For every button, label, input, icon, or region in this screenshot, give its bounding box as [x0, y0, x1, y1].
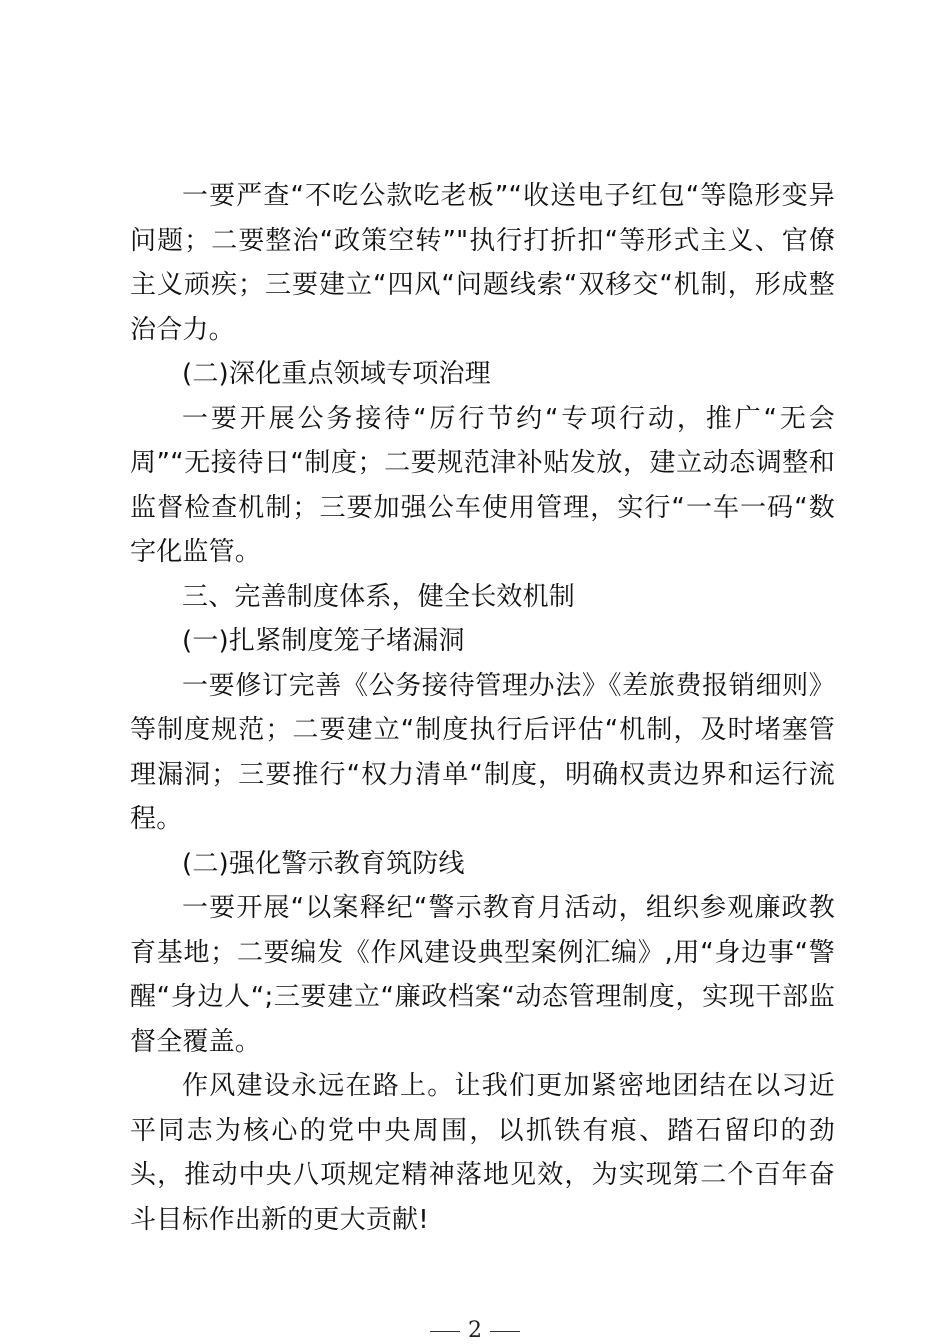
- paragraph-4: 一要开展“以案释纪“警示教育月活动，组织参观廉政教育基地；二要编发《作风建设典型案例汇编》,用“身边事“警醒“身边人“;三要建立“廉政档案“动态管理制度，实现干部监督全覆盖。: [130, 893, 835, 1057]
- page-footer: [0, 1318, 950, 1344]
- page-number: 2: [468, 1318, 482, 1343]
- paragraph-3: 一要修订完善《公务接待管理办法》《差旅费报销细则》等制度规范；二要建立“制度执行后评估“机制，及时堵塞管理漏洞；三要推行“权力清单“制度，明确权责边界和运行流程。: [130, 670, 835, 834]
- paragraph-2: 一要开展公务接待“厉行节约“专项行动，推广“无会周”“无接待日“制度；二要规范津补贴发放，建立动态调整和监督检查机制；三要加强公车使用管理，实行“一车一码“数字化监管。: [130, 403, 835, 567]
- section-heading-3-2: (二)强化警示教育筑防线: [182, 848, 465, 879]
- section-heading-3-1: (一)扎紧制度笼子堵漏洞: [182, 626, 465, 656]
- section-heading-2-2: (二)深化重点领域专项治理: [182, 359, 491, 389]
- footer-dash-left: [430, 1331, 460, 1332]
- document-body: [130, 174, 835, 1242]
- footer-dash-right: [490, 1331, 520, 1332]
- closing-paragraph: 作风建设永远在路上。让我们更加紧密地团结在以习近平同志为核心的党中央周围，以抓铁有痕、踏石留印的劲头，推动中央八项规定精神落地见效，为实现第二个百年奋斗目标作出新的更大贡献!: [130, 1071, 835, 1235]
- paragraph-1: 一要严查“不吃公款吃老板”“收送电子红包“等隐形变异问题；二要整治“政策空转”"执行打折扣“等形式主义、官僚主义顽疾；三要建立“四风“问题线索“双移交“机制，形成整治合力。: [130, 181, 835, 345]
- section-heading-3: 三、完善制度体系，健全长效机制: [182, 581, 576, 612]
